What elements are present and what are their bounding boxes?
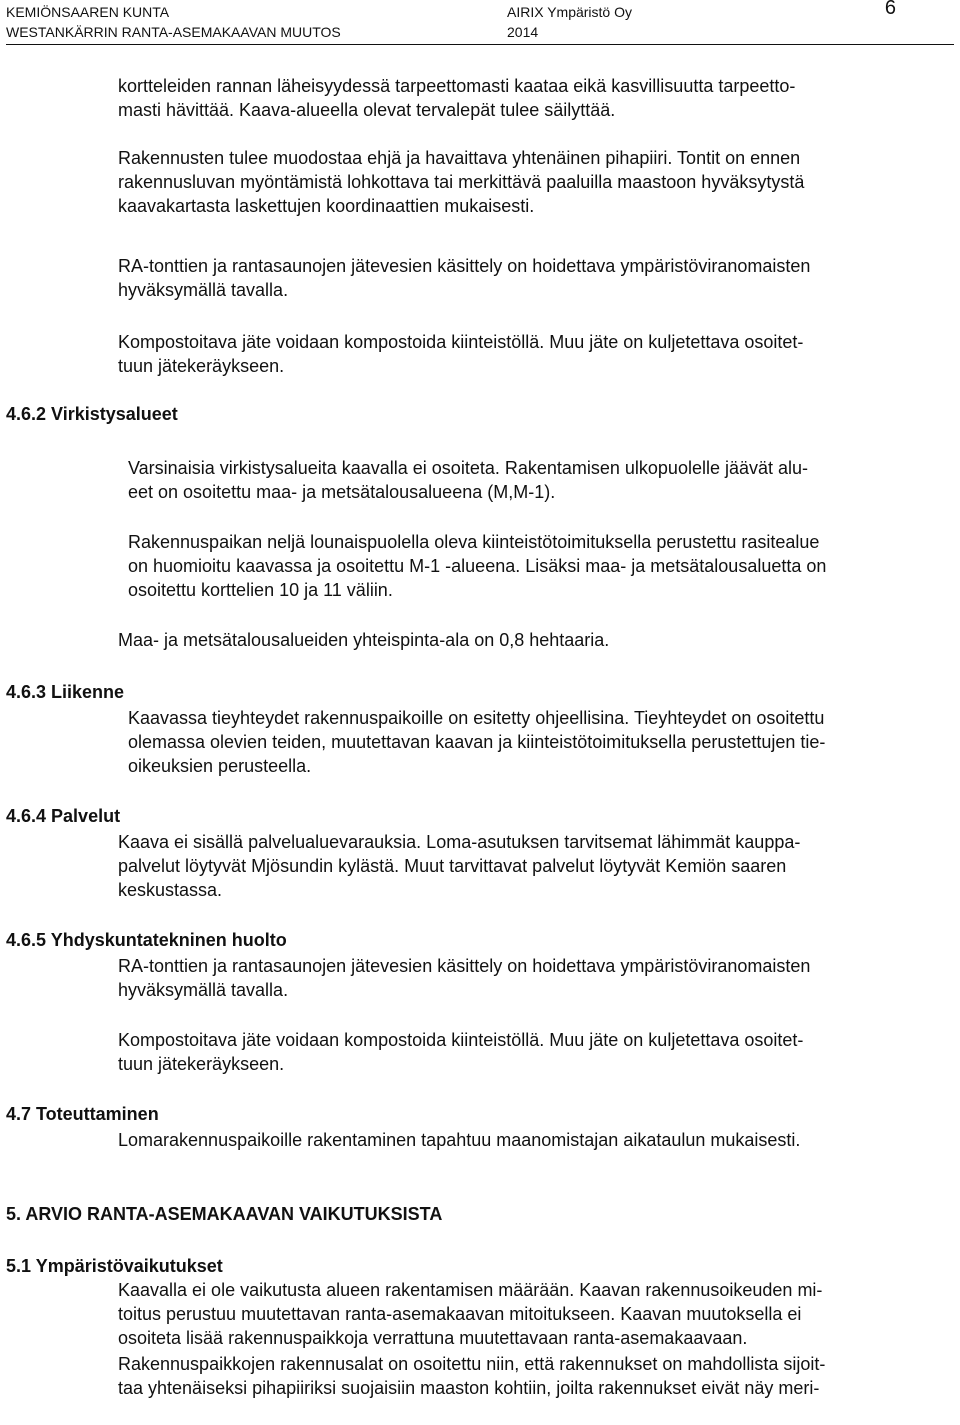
text-line: tuun jätekeräykseen. [118, 356, 285, 376]
paragraph-ymparisto-1 [118, 1278, 954, 1350]
heading-toteuttaminen: 4.7 Toteuttaminen [6, 1104, 159, 1124]
text-line: masti hävittää. Kaava-alueella olevat tervalepät tulee säilyttää. [118, 100, 616, 120]
text-line: toitus perustuu muutettavan ranta-asemakaavan mitoitukseen. Kaavan muutoksella ei [118, 1304, 802, 1324]
paragraph-toteuttaminen [118, 1128, 954, 1152]
header-year: 2014 [507, 24, 539, 40]
text-line: Varsinaisia virkistysalueita kaavalla ei osoiteta. Rakentamisen ulkopuolelle jäävät alu- [128, 458, 809, 478]
text-line: RA-tonttien ja rantasaunojen jätevesien käsittely on hoidettava ympäristöviranomaisten [118, 956, 811, 976]
text-line: Kaavassa tieyhteydet rakennuspaikoille on esitetty ohjeellisina. Tieyhteydet on osoitettu [128, 708, 825, 728]
text-line: osoiteta lisää rakennuspaikkoja verrattuna muutettavaan ranta-asemakaavaan. [118, 1328, 748, 1348]
text-line: tuun jätekeräykseen. [118, 1054, 285, 1074]
text-line: taa yhtenäiseksi pihapiiriksi suojaisiin maaston kohtiin, joilta rakennukset eivät näy meri- [118, 1378, 820, 1398]
paragraph-virkistys-2 [128, 530, 954, 602]
text-line: rakennusluvan myöntämistä lohkottava tai merkittävä paaluilla maastoon hyväksytystä [118, 172, 805, 192]
text-line: Kaavalla ei ole vaikutusta alueen rakentamisen määrään. Kaavan rakennusoikeuden mi- [118, 1280, 823, 1300]
text-line: RA-tonttien ja rantasaunojen jätevesien käsittely on hoidettava ympäristöviranomaisten [118, 256, 811, 276]
paragraph-intro [118, 74, 954, 122]
header-org: KEMIÖNSAAREN KUNTA [6, 4, 170, 20]
text-line: Lomarakennuspaikoille rakentaminen tapahtuu maanomistajan aikataulun mukaisesti. [118, 1130, 801, 1150]
text-line: Rakennuspaikkojen rakennusalat on osoitettu niin, että rakennukset on mahdollista sijoit- [118, 1354, 826, 1374]
text-line: Maa- ja metsätalousalueiden yhteispinta-ala on 0,8 hehtaaria. [118, 630, 610, 650]
text-line: Kompostoitava jäte voidaan kompostoida kiinteistöllä. Muu jäte on kuljetettava osoitet- [118, 332, 804, 352]
paragraph-liikenne [128, 706, 954, 778]
paragraph-kompostointi-2 [118, 1028, 954, 1076]
paragraph-pihapiiri [118, 146, 954, 218]
text-line: osoitettu korttelien 10 ja 11 väliin. [128, 580, 393, 600]
header-consultant: AIRIX Ympäristö Oy [507, 4, 633, 20]
text-line: Kompostoitava jäte voidaan kompostoida kiinteistöllä. Muu jäte on kuljetettava osoitet- [118, 1030, 804, 1050]
header-left [6, 2, 341, 42]
heading-virkistysalueet: 4.6.2 Virkistysalueet [6, 404, 178, 424]
paragraph-jatevesi [118, 254, 954, 302]
heading-palvelut: 4.6.4 Palvelut [6, 806, 121, 826]
paragraph-ymparisto-2 [118, 1352, 954, 1400]
page-number: 6 [884, 0, 896, 19]
paragraph-jatevesi-2 [118, 954, 954, 1002]
heading-liikenne: 4.6.3 Liikenne [6, 682, 125, 702]
header-project: WESTANKÄRRIN RANTA-ASEMAKAAVAN MUUTOS [6, 24, 341, 40]
text-line: oikeuksien perusteella. [128, 756, 312, 776]
heading-arvio-vaikutuksista: 5. ARVIO RANTA-ASEMAKAAVAN VAIKUTUKSISTA [6, 1204, 443, 1224]
header-middle [507, 2, 632, 42]
heading-yhdyskuntatekninen-huolto: 4.6.5 Yhdyskuntatekninen huolto [6, 930, 287, 950]
page-header [6, 0, 954, 45]
text-line: palvelut löytyvät Mjösundin kylästä. Muut tarvittavat palvelut löytyvät Kemiön saaren [118, 856, 787, 876]
text-line: eet on osoitettu maa- ja metsätalousalueena (M,M-1). [128, 482, 556, 502]
text-line: kortteleiden rannan läheisyydessä tarpeettomasti kaataa eikä kasvillisuutta tarpeetto- [118, 76, 796, 96]
text-line: hyväksymällä tavalla. [118, 280, 289, 300]
paragraph-palvelut [118, 830, 954, 902]
text-line: keskustassa. [118, 880, 223, 900]
text-line: on huomioitu kaavassa ja osoitettu M-1 -alueena. Lisäksi maa- ja metsätalousaluetta on [128, 556, 827, 576]
text-line: olemassa olevien teiden, muutettavan kaavan ja kiinteistötoimituksella perustettujen tie- [128, 732, 826, 752]
text-line: Rakennuspaikan neljä lounaispuolella oleva kiinteistötoimituksella perustettu rasitealue [128, 532, 820, 552]
paragraph-kompostointi [118, 330, 954, 378]
paragraph-virkistys-1 [128, 456, 954, 504]
text-line: kaavakartasta laskettujen koordinaattien mukaisesti. [118, 196, 535, 216]
text-line: Rakennusten tulee muodostaa ehjä ja havaittava yhtenäinen pihapiiri. Tontit on ennen [118, 148, 801, 168]
paragraph-virkistys-3 [118, 628, 954, 652]
text-line: Kaava ei sisällä palvelualuevarauksia. Loma-asutuksen tarvitsemat lähimmät kauppa- [118, 832, 801, 852]
text-line: hyväksymällä tavalla. [118, 980, 289, 1000]
heading-ymparistovaikutukset: 5.1 Ympäristövaikutukset [6, 1256, 223, 1276]
